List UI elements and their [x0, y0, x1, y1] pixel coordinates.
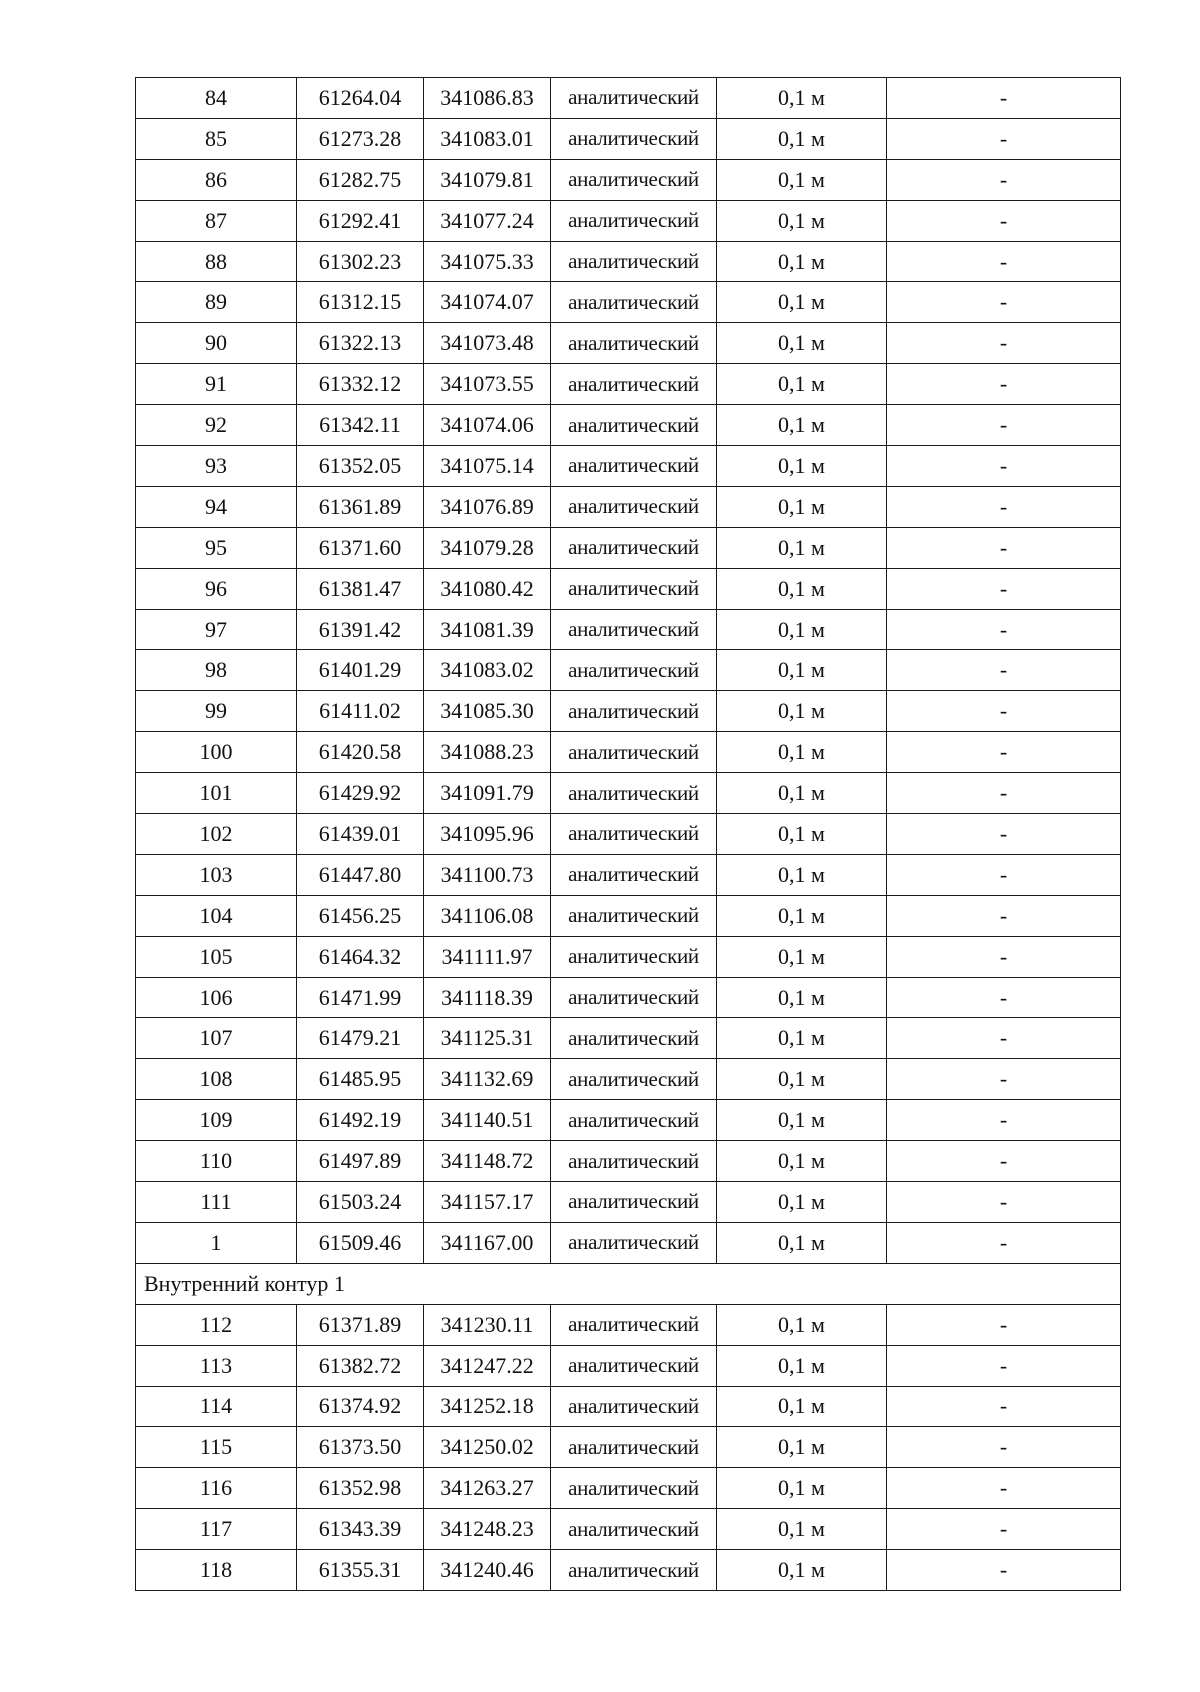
- y-coordinate-cell: 341263.27: [424, 1468, 551, 1509]
- point-number-cell: 102: [136, 814, 297, 855]
- point-number-cell: 110: [136, 1141, 297, 1182]
- accuracy-cell: 0,1 м: [717, 1222, 887, 1263]
- method-cell: аналитический: [551, 854, 717, 895]
- x-coordinate-cell: 61497.89: [297, 1141, 424, 1182]
- y-coordinate-cell: 341240.46: [424, 1550, 551, 1591]
- x-coordinate-cell: 61371.89: [297, 1304, 424, 1345]
- table-row: [136, 1468, 1121, 1509]
- x-coordinate-cell: 61371.60: [297, 527, 424, 568]
- accuracy-cell: 0,1 м: [717, 691, 887, 732]
- table-row: [136, 405, 1121, 446]
- note-cell: -: [887, 323, 1121, 364]
- method-cell: аналитический: [551, 78, 717, 119]
- method-cell: аналитический: [551, 1222, 717, 1263]
- y-coordinate-cell: 341075.14: [424, 446, 551, 487]
- method-cell: аналитический: [551, 446, 717, 487]
- x-coordinate-cell: 61401.29: [297, 650, 424, 691]
- method-cell: аналитический: [551, 405, 717, 446]
- y-coordinate-cell: 341095.96: [424, 814, 551, 855]
- method-cell: аналитический: [551, 1468, 717, 1509]
- note-cell: -: [887, 977, 1121, 1018]
- note-cell: -: [887, 609, 1121, 650]
- method-cell: аналитический: [551, 527, 717, 568]
- note-cell: -: [887, 159, 1121, 200]
- coordinates-table: [135, 77, 1121, 1591]
- note-cell: -: [887, 527, 1121, 568]
- x-coordinate-cell: 61464.32: [297, 936, 424, 977]
- accuracy-cell: 0,1 м: [717, 446, 887, 487]
- x-coordinate-cell: 61492.19: [297, 1100, 424, 1141]
- point-number-cell: 106: [136, 977, 297, 1018]
- point-number-cell: 111: [136, 1182, 297, 1223]
- y-coordinate-cell: 341125.31: [424, 1018, 551, 1059]
- x-coordinate-cell: 61352.05: [297, 446, 424, 487]
- method-cell: аналитический: [551, 1386, 717, 1427]
- y-coordinate-cell: 341088.23: [424, 732, 551, 773]
- x-coordinate-cell: 61292.41: [297, 200, 424, 241]
- table-row: [136, 814, 1121, 855]
- y-coordinate-cell: 341074.06: [424, 405, 551, 446]
- note-cell: -: [887, 1386, 1121, 1427]
- y-coordinate-cell: 341252.18: [424, 1386, 551, 1427]
- method-cell: аналитический: [551, 650, 717, 691]
- point-number-cell: 96: [136, 568, 297, 609]
- point-number-cell: 85: [136, 118, 297, 159]
- table-row: [136, 691, 1121, 732]
- accuracy-cell: 0,1 м: [717, 609, 887, 650]
- accuracy-cell: 0,1 м: [717, 486, 887, 527]
- accuracy-cell: 0,1 м: [717, 159, 887, 200]
- point-number-cell: 105: [136, 936, 297, 977]
- point-number-cell: 91: [136, 364, 297, 405]
- note-cell: -: [887, 732, 1121, 773]
- accuracy-cell: 0,1 м: [717, 977, 887, 1018]
- point-number-cell: 104: [136, 895, 297, 936]
- point-number-cell: 89: [136, 282, 297, 323]
- table-row: [136, 1222, 1121, 1263]
- table-row: [136, 977, 1121, 1018]
- note-cell: -: [887, 1304, 1121, 1345]
- y-coordinate-cell: 341080.42: [424, 568, 551, 609]
- note-cell: -: [887, 568, 1121, 609]
- note-cell: -: [887, 1141, 1121, 1182]
- x-coordinate-cell: 61361.89: [297, 486, 424, 527]
- table-row: [136, 1509, 1121, 1550]
- table-row: [136, 1059, 1121, 1100]
- point-number-cell: 117: [136, 1509, 297, 1550]
- table-row: [136, 200, 1121, 241]
- y-coordinate-cell: 341085.30: [424, 691, 551, 732]
- note-cell: -: [887, 1182, 1121, 1223]
- y-coordinate-cell: 341074.07: [424, 282, 551, 323]
- point-number-cell: 114: [136, 1386, 297, 1427]
- note-cell: -: [887, 650, 1121, 691]
- point-number-cell: 92: [136, 405, 297, 446]
- point-number-cell: 107: [136, 1018, 297, 1059]
- y-coordinate-cell: 341073.48: [424, 323, 551, 364]
- table-row: [136, 446, 1121, 487]
- x-coordinate-cell: 61373.50: [297, 1427, 424, 1468]
- point-number-cell: 86: [136, 159, 297, 200]
- method-cell: аналитический: [551, 1427, 717, 1468]
- x-coordinate-cell: 61322.13: [297, 323, 424, 364]
- point-number-cell: 103: [136, 854, 297, 895]
- method-cell: аналитический: [551, 1141, 717, 1182]
- y-coordinate-cell: 341106.08: [424, 895, 551, 936]
- note-cell: -: [887, 1509, 1121, 1550]
- table-row: [136, 1386, 1121, 1427]
- method-cell: аналитический: [551, 486, 717, 527]
- point-number-cell: 100: [136, 732, 297, 773]
- accuracy-cell: 0,1 м: [717, 78, 887, 119]
- method-cell: аналитический: [551, 1304, 717, 1345]
- point-number-cell: 95: [136, 527, 297, 568]
- table-row: [136, 1304, 1121, 1345]
- x-coordinate-cell: 61479.21: [297, 1018, 424, 1059]
- table-row: [136, 650, 1121, 691]
- table-row: [136, 854, 1121, 895]
- table-row: [136, 323, 1121, 364]
- accuracy-cell: 0,1 м: [717, 200, 887, 241]
- x-coordinate-cell: 61439.01: [297, 814, 424, 855]
- accuracy-cell: 0,1 м: [717, 773, 887, 814]
- note-cell: -: [887, 78, 1121, 119]
- accuracy-cell: 0,1 м: [717, 364, 887, 405]
- table-row: [136, 936, 1121, 977]
- y-coordinate-cell: 341100.73: [424, 854, 551, 895]
- point-number-cell: 97: [136, 609, 297, 650]
- accuracy-cell: 0,1 м: [717, 1141, 887, 1182]
- table-row: [136, 282, 1121, 323]
- note-cell: -: [887, 854, 1121, 895]
- table-row: [136, 773, 1121, 814]
- x-coordinate-cell: 61509.46: [297, 1222, 424, 1263]
- x-coordinate-cell: 61374.92: [297, 1386, 424, 1427]
- note-cell: -: [887, 773, 1121, 814]
- method-cell: аналитический: [551, 118, 717, 159]
- table-row: [136, 527, 1121, 568]
- method-cell: аналитический: [551, 1550, 717, 1591]
- method-cell: аналитический: [551, 1100, 717, 1141]
- accuracy-cell: 0,1 м: [717, 1427, 887, 1468]
- document-page: [135, 77, 1120, 1591]
- x-coordinate-cell: 61485.95: [297, 1059, 424, 1100]
- table-row: [136, 732, 1121, 773]
- accuracy-cell: 0,1 м: [717, 1509, 887, 1550]
- table-row: [136, 568, 1121, 609]
- method-cell: аналитический: [551, 977, 717, 1018]
- note-cell: -: [887, 895, 1121, 936]
- table-row: [136, 118, 1121, 159]
- note-cell: -: [887, 446, 1121, 487]
- y-coordinate-cell: 341083.02: [424, 650, 551, 691]
- x-coordinate-cell: 61282.75: [297, 159, 424, 200]
- y-coordinate-cell: 341230.11: [424, 1304, 551, 1345]
- accuracy-cell: 0,1 м: [717, 241, 887, 282]
- y-coordinate-cell: 341250.02: [424, 1427, 551, 1468]
- method-cell: аналитический: [551, 895, 717, 936]
- point-number-cell: 118: [136, 1550, 297, 1591]
- x-coordinate-cell: 61382.72: [297, 1345, 424, 1386]
- note-cell: -: [887, 691, 1121, 732]
- method-cell: аналитический: [551, 1182, 717, 1223]
- note-cell: -: [887, 1018, 1121, 1059]
- y-coordinate-cell: 341132.69: [424, 1059, 551, 1100]
- point-number-cell: 94: [136, 486, 297, 527]
- y-coordinate-cell: 341247.22: [424, 1345, 551, 1386]
- method-cell: аналитический: [551, 323, 717, 364]
- note-cell: -: [887, 936, 1121, 977]
- note-cell: -: [887, 1468, 1121, 1509]
- coordinates-table-body: [136, 78, 1121, 1591]
- accuracy-cell: 0,1 м: [717, 282, 887, 323]
- x-coordinate-cell: 61503.24: [297, 1182, 424, 1223]
- method-cell: аналитический: [551, 241, 717, 282]
- note-cell: -: [887, 1427, 1121, 1468]
- accuracy-cell: 0,1 м: [717, 1182, 887, 1223]
- point-number-cell: 93: [136, 446, 297, 487]
- accuracy-cell: 0,1 м: [717, 732, 887, 773]
- x-coordinate-cell: 61342.11: [297, 405, 424, 446]
- table-row: [136, 1427, 1121, 1468]
- y-coordinate-cell: 341076.89: [424, 486, 551, 527]
- table-row: [136, 609, 1121, 650]
- y-coordinate-cell: 341075.33: [424, 241, 551, 282]
- point-number-cell: 113: [136, 1345, 297, 1386]
- table-row: [136, 1018, 1121, 1059]
- method-cell: аналитический: [551, 1018, 717, 1059]
- y-coordinate-cell: 341148.72: [424, 1141, 551, 1182]
- x-coordinate-cell: 61447.80: [297, 854, 424, 895]
- note-cell: -: [887, 364, 1121, 405]
- note-cell: -: [887, 1222, 1121, 1263]
- note-cell: -: [887, 1100, 1121, 1141]
- x-coordinate-cell: 61381.47: [297, 568, 424, 609]
- accuracy-cell: 0,1 м: [717, 895, 887, 936]
- note-cell: -: [887, 241, 1121, 282]
- accuracy-cell: 0,1 м: [717, 1059, 887, 1100]
- section-title: Внутренний контур 1: [136, 1263, 1121, 1304]
- accuracy-cell: 0,1 м: [717, 1100, 887, 1141]
- x-coordinate-cell: 61273.28: [297, 118, 424, 159]
- point-number-cell: 109: [136, 1100, 297, 1141]
- accuracy-cell: 0,1 м: [717, 854, 887, 895]
- x-coordinate-cell: 61391.42: [297, 609, 424, 650]
- x-coordinate-cell: 61302.23: [297, 241, 424, 282]
- y-coordinate-cell: 341118.39: [424, 977, 551, 1018]
- accuracy-cell: 0,1 м: [717, 814, 887, 855]
- method-cell: аналитический: [551, 568, 717, 609]
- accuracy-cell: 0,1 м: [717, 527, 887, 568]
- point-number-cell: 115: [136, 1427, 297, 1468]
- method-cell: аналитический: [551, 732, 717, 773]
- method-cell: аналитический: [551, 609, 717, 650]
- table-row: [136, 1550, 1121, 1591]
- y-coordinate-cell: 341086.83: [424, 78, 551, 119]
- method-cell: аналитический: [551, 159, 717, 200]
- point-number-cell: 84: [136, 78, 297, 119]
- y-coordinate-cell: 341079.81: [424, 159, 551, 200]
- table-row: [136, 159, 1121, 200]
- x-coordinate-cell: 61456.25: [297, 895, 424, 936]
- point-number-cell: 90: [136, 323, 297, 364]
- x-coordinate-cell: 61411.02: [297, 691, 424, 732]
- accuracy-cell: 0,1 м: [717, 405, 887, 446]
- x-coordinate-cell: 61429.92: [297, 773, 424, 814]
- x-coordinate-cell: 61420.58: [297, 732, 424, 773]
- note-cell: -: [887, 486, 1121, 527]
- note-cell: -: [887, 814, 1121, 855]
- accuracy-cell: 0,1 м: [717, 650, 887, 691]
- note-cell: -: [887, 1345, 1121, 1386]
- accuracy-cell: 0,1 м: [717, 568, 887, 609]
- point-number-cell: 112: [136, 1304, 297, 1345]
- y-coordinate-cell: 341081.39: [424, 609, 551, 650]
- method-cell: аналитический: [551, 691, 717, 732]
- x-coordinate-cell: 61343.39: [297, 1509, 424, 1550]
- table-row: [136, 1141, 1121, 1182]
- y-coordinate-cell: 341073.55: [424, 364, 551, 405]
- method-cell: аналитический: [551, 814, 717, 855]
- point-number-cell: 88: [136, 241, 297, 282]
- point-number-cell: 116: [136, 1468, 297, 1509]
- accuracy-cell: 0,1 м: [717, 1386, 887, 1427]
- accuracy-cell: 0,1 м: [717, 323, 887, 364]
- method-cell: аналитический: [551, 364, 717, 405]
- note-cell: -: [887, 405, 1121, 446]
- table-row: [136, 486, 1121, 527]
- note-cell: -: [887, 1059, 1121, 1100]
- x-coordinate-cell: 61471.99: [297, 977, 424, 1018]
- accuracy-cell: 0,1 м: [717, 1345, 887, 1386]
- y-coordinate-cell: 341167.00: [424, 1222, 551, 1263]
- x-coordinate-cell: 61312.15: [297, 282, 424, 323]
- table-row: [136, 1182, 1121, 1223]
- note-cell: -: [887, 200, 1121, 241]
- x-coordinate-cell: 61332.12: [297, 364, 424, 405]
- x-coordinate-cell: 61355.31: [297, 1550, 424, 1591]
- accuracy-cell: 0,1 м: [717, 1304, 887, 1345]
- table-row: [136, 241, 1121, 282]
- point-number-cell: 98: [136, 650, 297, 691]
- y-coordinate-cell: 341140.51: [424, 1100, 551, 1141]
- y-coordinate-cell: 341077.24: [424, 200, 551, 241]
- point-number-cell: 101: [136, 773, 297, 814]
- table-row: [136, 895, 1121, 936]
- y-coordinate-cell: 341248.23: [424, 1509, 551, 1550]
- point-number-cell: 87: [136, 200, 297, 241]
- y-coordinate-cell: 341079.28: [424, 527, 551, 568]
- y-coordinate-cell: 341157.17: [424, 1182, 551, 1223]
- method-cell: аналитический: [551, 200, 717, 241]
- accuracy-cell: 0,1 м: [717, 1468, 887, 1509]
- y-coordinate-cell: 341091.79: [424, 773, 551, 814]
- y-coordinate-cell: 341083.01: [424, 118, 551, 159]
- accuracy-cell: 0,1 м: [717, 1550, 887, 1591]
- x-coordinate-cell: 61352.98: [297, 1468, 424, 1509]
- table-row: [136, 364, 1121, 405]
- note-cell: -: [887, 118, 1121, 159]
- table-row: [136, 1345, 1121, 1386]
- method-cell: аналитический: [551, 936, 717, 977]
- point-number-cell: 1: [136, 1222, 297, 1263]
- accuracy-cell: 0,1 м: [717, 936, 887, 977]
- method-cell: аналитический: [551, 1509, 717, 1550]
- y-coordinate-cell: 341111.97: [424, 936, 551, 977]
- method-cell: аналитический: [551, 282, 717, 323]
- point-number-cell: 99: [136, 691, 297, 732]
- note-cell: -: [887, 282, 1121, 323]
- method-cell: аналитический: [551, 1345, 717, 1386]
- section-row: [136, 1263, 1121, 1304]
- accuracy-cell: 0,1 м: [717, 118, 887, 159]
- table-row: [136, 1100, 1121, 1141]
- accuracy-cell: 0,1 м: [717, 1018, 887, 1059]
- method-cell: аналитический: [551, 1059, 717, 1100]
- method-cell: аналитический: [551, 773, 717, 814]
- x-coordinate-cell: 61264.04: [297, 78, 424, 119]
- table-row: [136, 78, 1121, 119]
- note-cell: -: [887, 1550, 1121, 1591]
- point-number-cell: 108: [136, 1059, 297, 1100]
